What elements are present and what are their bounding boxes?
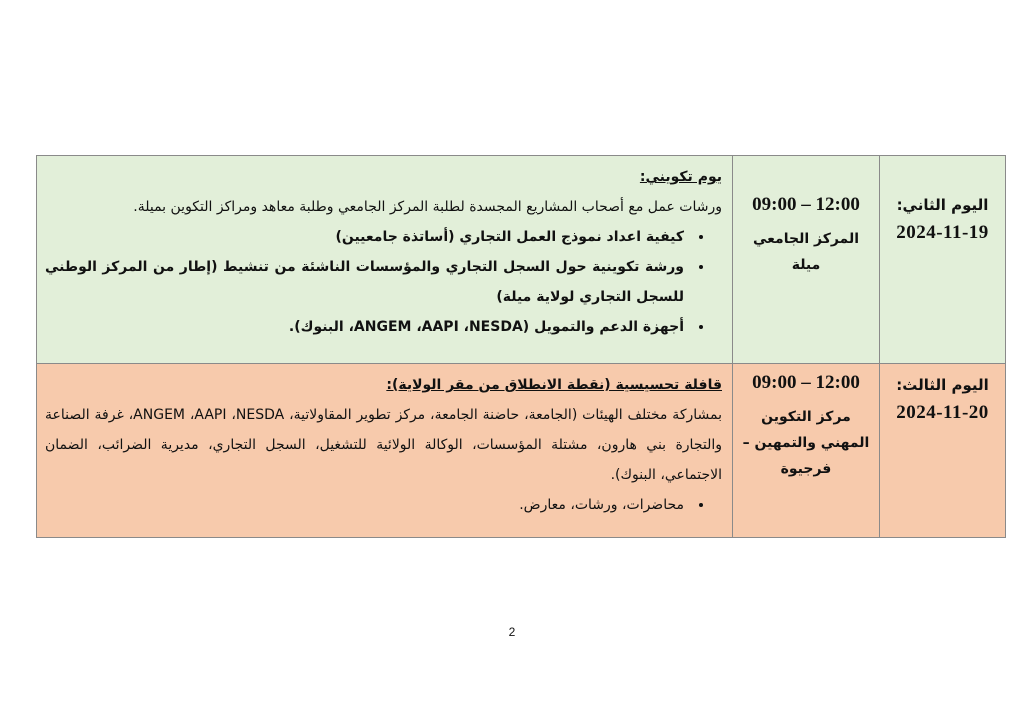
table-row <box>37 156 1006 364</box>
page-number: 2 <box>508 625 516 639</box>
activity-list <box>45 222 722 342</box>
activity-title: قافلة تحسيسية (نقطة الانطلاق من مقر الولاية): <box>386 377 722 393</box>
activity-list <box>45 490 722 520</box>
time-place-cell <box>733 364 880 538</box>
day-name: اليوم الثالث: <box>896 376 989 394</box>
day-date: 2024-11-19 <box>896 222 989 243</box>
location: المركز الجامعي ميلة <box>752 231 859 273</box>
location: مركز التكوين المهني والتمهين – فرجيوة <box>742 409 870 477</box>
day-cell <box>880 156 1006 364</box>
description-cell <box>37 156 733 364</box>
description-cell <box>37 364 733 538</box>
time-range: 09:00 – 12:00 <box>752 194 860 215</box>
list-item: • محاضرات، ورشات، معارض. <box>45 490 688 520</box>
time-range: 09:00 – 12:00 <box>752 372 860 393</box>
day-name: اليوم الثاني: <box>896 196 989 214</box>
time-place-cell <box>733 156 880 364</box>
list-item: • ورشة تكوينية حول السجل التجاري والمؤسسات الناشئة من تنشيط (إطار من المركز الوطني للسجل التجاري لولاية ميلة) <box>45 252 688 312</box>
activity-description: بمشاركة مختلف الهيئات (الجامعة، حاضنة الجامعة، مركز تطوير المقاولاتية، ANGEM ،AAPI ،NESDA، غرفة الصناعة والتجارة بني هارون، مشتلة المؤسسات، الوكالة الولائية للتشغيل، السجل التجاري، مديرية الضرائب، الضمان الاجتماعي، البنوك). <box>45 407 722 483</box>
day-cell <box>880 364 1006 538</box>
schedule-table <box>36 155 1006 538</box>
activity-description: ورشات عمل مع أصحاب المشاريع المجسدة لطلبة المركز الجامعي وطلبة معاهد ومراكز التكوين بميلة. <box>133 199 722 215</box>
list-item: • أجهزة الدعم والتمويل (ANGEM ،AAPI ،NESDA، البنوك). <box>45 312 688 342</box>
day-date: 2024-11-20 <box>896 402 989 423</box>
activity-title: يوم تكويني: <box>639 169 722 185</box>
table-row <box>37 364 1006 538</box>
list-item: • كيفية اعداد نموذج العمل التجاري (أساتذة جامعيين) <box>45 222 688 252</box>
